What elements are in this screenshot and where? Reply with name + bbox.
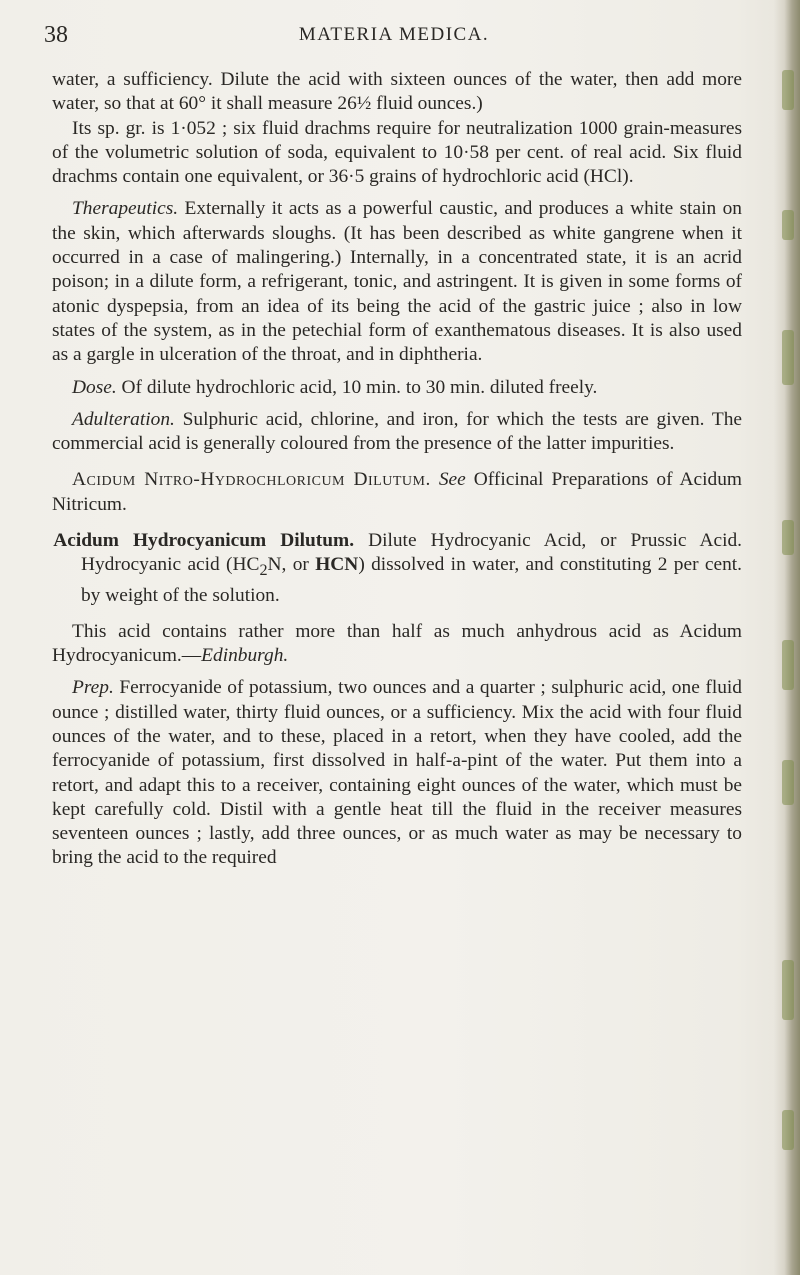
section-lead-therapeutics: Therapeutics. <box>72 198 179 220</box>
entry-heading: Acidum Nitro-Hydrochloricum Dilutum. <box>72 469 431 491</box>
section-lead-adulteration: Adulteration. <box>72 408 175 430</box>
see-reference: See <box>438 469 466 491</box>
entry-nitro-hydrochloricum <box>52 468 742 517</box>
page-edge-speck <box>782 960 794 1020</box>
paragraph-therapeutics <box>52 197 742 367</box>
section-lead-dose: Dose. <box>72 376 117 398</box>
paragraph-text: Of dilute hydrochloric acid, 10 min. to 30 min. diluted freely. <box>116 376 598 398</box>
source-citation: Edinburgh. <box>201 645 289 667</box>
page-edge-speck <box>782 760 794 805</box>
paragraph-text: Dilute Hydrocyanic Acid, or Prussic Acid. Hydrocyanic acid (HC <box>80 530 742 576</box>
paragraph-text: ) dissolved in water, and constituting 2 per cent. by weight of the solution. <box>80 554 743 606</box>
paragraph-adulteration <box>52 408 742 457</box>
page-edge-speck <box>782 520 794 555</box>
paragraph-text: Its sp. gr. is 1·052 ; six fluid drachms require for neutralization 1000 grain-measures of the volumetric solution of soda, equivalent to 10·58 per cent. of real acid. Six fluid drachms contain one equivalent, or 36·5 grains of hydrochloric acid (HCl). <box>52 117 742 188</box>
page-edge-speck <box>782 640 794 690</box>
page-edge-speck <box>782 210 794 240</box>
formula: HCN <box>315 554 359 576</box>
paragraph-dose <box>52 376 742 400</box>
paragraph-text: This acid contains rather more than half as much anhydrous acid as Acidum Hydrocyanicum.— <box>52 620 742 667</box>
paragraph-text: Officinal Preparations of Acidum Nitricum. <box>52 469 742 515</box>
page-edge-shadow <box>774 0 800 1275</box>
paragraph-text: N, or <box>267 554 316 576</box>
page-edge-speck <box>782 70 794 110</box>
paragraph-specific-gravity <box>52 117 742 190</box>
entry-hydrocyanicum <box>52 529 742 608</box>
section-lead-prep: Prep. <box>72 677 114 699</box>
paragraph-text: Sulphuric acid, chlorine, and iron, for which the tests are given. The commercial acid is generally coloured from the presence of the latter impurities. <box>52 408 742 455</box>
paragraph-text: water, a sufficiency. Dilute the acid with sixteen ounces of the water, then add more water, so that at 60° it shall measure 26½ fluid ounces.) <box>52 69 742 115</box>
paragraph-text: Externally it acts as a powerful caustic, and produces a white stain on the skin, which afterwards sloughs. (It has been described as white gangrene when it occurred in a case of malingering.) Internally, in a concentrated state, it is an acrid poison; in a dilute form, a refrigerant, tonic, and astringent. It is given in some forms of atonic dyspepsia, from an idea of its being the acid of the gastric juice ; also in low states of the system, as in the petechial form of exanthematous diseases. It is also used as a gargle in ulceration of the throat, and in diphtheria. <box>52 198 742 366</box>
page-edge-speck <box>782 330 794 385</box>
body-text <box>52 68 742 871</box>
page-header <box>44 22 744 52</box>
running-title: MATERIA MEDICA. <box>298 24 490 45</box>
page-number: 38 <box>44 22 68 48</box>
page-edge-speck <box>782 1110 794 1150</box>
paragraph-anhydrous <box>52 620 742 669</box>
paragraph-continuation <box>52 68 742 117</box>
paragraph-preparation <box>52 676 742 870</box>
subscript: 2 <box>259 562 268 580</box>
entry-heading: Acidum Hydrocyanicum Dilutum. <box>53 530 355 552</box>
paragraph-text: Ferrocyanide of potassium, two ounces and a quarter ; sulphuric acid, one fluid ounce ; distilled water, thirty fluid ounces, or a sufficiency. Mix the acid with four fluid ounces of the water, and to these, placed in a retort, when they have cooled, add the ferrocyanide of potassium, first dissolved in half-a-pint of the water. Put them into a retort, and adapt this to a receiver, containing eight ounces of the water, which must be kept carefully cold. Distil with a gentle heat till the fluid in the receiver measures seventeen ounces ; lastly, add three ounces, or as much water as may be necessary to bring the acid to the required <box>52 677 742 869</box>
